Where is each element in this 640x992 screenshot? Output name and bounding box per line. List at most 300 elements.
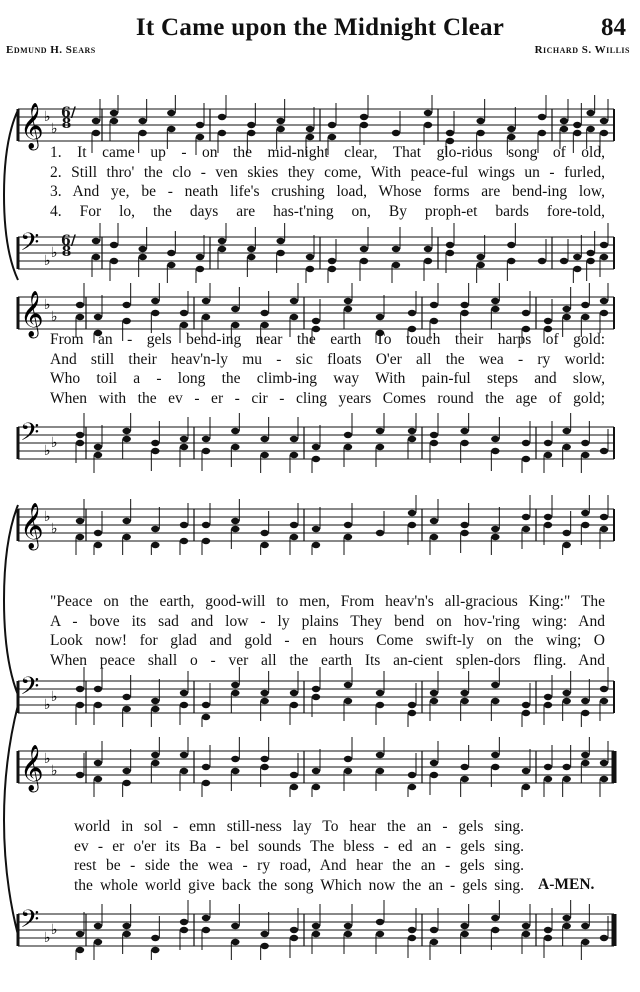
key-flat-icon: ♭ xyxy=(44,509,51,525)
note-head xyxy=(202,915,210,921)
note-head xyxy=(544,452,552,458)
note-head xyxy=(202,522,210,528)
bass-staff xyxy=(0,667,640,727)
note-head xyxy=(202,714,210,720)
note-head xyxy=(328,134,336,140)
note-head xyxy=(231,682,239,688)
note-head xyxy=(491,534,499,540)
note-head xyxy=(600,298,608,304)
note-head xyxy=(76,314,84,320)
note-head xyxy=(544,514,552,520)
note-head xyxy=(392,262,400,268)
key-flat-icon: ♭ xyxy=(44,751,51,767)
note-head xyxy=(491,698,499,704)
note-head xyxy=(581,923,589,929)
note-head xyxy=(430,939,438,945)
note-head xyxy=(600,130,608,136)
note-head xyxy=(376,702,384,708)
key-flat-icon: ♭ xyxy=(51,245,58,261)
note-head xyxy=(573,254,581,260)
note-head xyxy=(560,118,568,124)
note-head xyxy=(312,542,320,548)
key-flat-icon: ♭ xyxy=(51,689,58,705)
note-head xyxy=(544,522,552,528)
note-head xyxy=(231,444,239,450)
note-head xyxy=(600,310,608,316)
note-head xyxy=(94,776,102,782)
note-head xyxy=(94,444,102,450)
note-head xyxy=(408,436,416,442)
note-head xyxy=(167,126,175,132)
note-head xyxy=(507,134,515,140)
note-head xyxy=(586,110,594,116)
note-head xyxy=(122,923,130,929)
note-head xyxy=(180,690,188,696)
note-head xyxy=(202,764,210,770)
note-head xyxy=(430,302,438,308)
note-head xyxy=(430,698,438,704)
system-brace xyxy=(0,700,20,940)
note-head xyxy=(344,923,352,929)
lyric-line: Look now! for glad and gold - en hours Come swift-ly on the wing; O xyxy=(50,632,605,649)
note-head xyxy=(76,686,84,692)
hymn-number: 84 xyxy=(601,14,626,41)
system-brace xyxy=(0,100,20,290)
note-head xyxy=(218,130,226,136)
note-head xyxy=(180,927,188,933)
note-head xyxy=(94,452,102,458)
note-head xyxy=(460,931,468,937)
note-head xyxy=(312,686,320,692)
note-head xyxy=(122,302,130,308)
bass-clef-icon: 𝄢 xyxy=(20,228,40,263)
note-head xyxy=(290,522,298,528)
hymn-title: It Came upon the Midnight Clear xyxy=(135,14,505,41)
note-head xyxy=(600,254,608,260)
note-head xyxy=(430,690,438,696)
note-head xyxy=(122,518,130,524)
note-head xyxy=(522,310,530,316)
note-head xyxy=(290,298,298,304)
note-head xyxy=(196,122,204,128)
note-head xyxy=(522,456,530,462)
note-head xyxy=(522,768,530,774)
note-head xyxy=(151,752,159,758)
note-head xyxy=(430,927,438,933)
note-head xyxy=(260,542,268,548)
note-head xyxy=(522,923,530,929)
lyric-line: 4. For lo, the days are has-t'ning on, By proph-et bards fore-told, xyxy=(50,202,605,220)
note-head xyxy=(260,943,268,949)
note-head xyxy=(376,444,384,450)
note-head xyxy=(76,947,84,953)
note-head xyxy=(92,118,100,124)
note-head xyxy=(538,130,546,136)
note-head xyxy=(344,298,352,304)
note-head xyxy=(231,322,239,328)
note-head xyxy=(110,118,118,124)
note-head xyxy=(544,935,552,941)
note-head xyxy=(446,250,454,256)
note-head xyxy=(76,440,84,446)
note-head xyxy=(560,258,568,264)
note-head xyxy=(290,452,298,458)
note-head xyxy=(376,931,384,937)
note-head xyxy=(544,318,552,324)
note-head xyxy=(94,530,102,536)
key-flat-icon: ♭ xyxy=(44,930,51,946)
note-head xyxy=(344,444,352,450)
note-head xyxy=(151,440,159,446)
note-head xyxy=(581,314,589,320)
note-head xyxy=(202,436,210,442)
note-head xyxy=(247,254,255,260)
note-head xyxy=(180,310,188,316)
bass-clef-icon: 𝄢 xyxy=(20,418,40,453)
note-head xyxy=(202,702,210,708)
note-head xyxy=(247,130,255,136)
note-head xyxy=(344,931,352,937)
lyric-line: 1. It came up - on the mid-night clear, That glo-rious song of old, xyxy=(50,144,605,161)
note-head xyxy=(376,428,384,434)
note-head xyxy=(424,258,432,264)
note-head xyxy=(231,306,239,312)
note-head xyxy=(522,514,530,520)
note-head xyxy=(260,756,268,762)
note-head xyxy=(562,690,570,696)
key-flat-icon: ♭ xyxy=(44,297,51,313)
note-head xyxy=(491,448,499,454)
note-head xyxy=(430,440,438,446)
note-head xyxy=(562,306,570,312)
note-head xyxy=(491,436,499,442)
note-head xyxy=(312,318,320,324)
note-head xyxy=(376,768,384,774)
note-head xyxy=(290,772,298,778)
note-head xyxy=(122,436,130,442)
note-head xyxy=(151,947,159,953)
note-head xyxy=(573,130,581,136)
note-head xyxy=(344,432,352,438)
note-head xyxy=(122,768,130,774)
key-flat-icon: ♭ xyxy=(51,121,58,137)
note-head xyxy=(360,122,368,128)
note-head xyxy=(76,931,84,937)
note-head xyxy=(408,935,416,941)
treble-staff xyxy=(0,495,640,555)
note-head xyxy=(94,686,102,692)
note-head xyxy=(151,542,159,548)
key-flat-icon: ♭ xyxy=(44,443,51,459)
lyric-line: "Peace on the earth, good-will to men, From heav'n's all-gracious King:" The xyxy=(50,593,605,610)
note-head xyxy=(260,530,268,536)
note-head xyxy=(408,310,416,316)
note-head xyxy=(600,242,608,248)
lyric-line: 2. Still thro' the clo - ven skies they come, With peace-ful wings un - furled, xyxy=(50,163,605,181)
note-head xyxy=(586,126,594,132)
note-head xyxy=(306,126,314,132)
note-head xyxy=(94,939,102,945)
key-flat-icon: ♭ xyxy=(51,763,58,779)
note-head xyxy=(586,258,594,264)
note-head xyxy=(424,246,432,252)
note-head xyxy=(312,526,320,532)
lyric-line: When peace shall o - ver all the earth Its an-cient splen-dors fling. And xyxy=(50,651,605,669)
note-head xyxy=(218,114,226,120)
note-head xyxy=(581,939,589,945)
note-head xyxy=(306,254,314,260)
note-head xyxy=(231,756,239,762)
key-flat-icon: ♭ xyxy=(51,435,58,451)
note-head xyxy=(446,242,454,248)
note-head xyxy=(94,923,102,929)
note-head xyxy=(544,927,552,933)
note-head xyxy=(247,246,255,252)
note-head xyxy=(276,118,284,124)
note-head xyxy=(562,915,570,921)
bass-staff xyxy=(0,413,640,473)
note-head xyxy=(562,764,570,770)
note-head xyxy=(138,130,146,136)
treble-clef-icon: 𝄞 xyxy=(20,503,44,549)
note-head xyxy=(600,448,608,454)
note-head xyxy=(408,428,416,434)
note-head xyxy=(76,302,84,308)
note-head xyxy=(290,935,298,941)
note-head xyxy=(231,526,239,532)
note-head xyxy=(94,702,102,708)
note-head xyxy=(122,534,130,540)
note-head xyxy=(276,250,284,256)
note-head xyxy=(522,526,530,532)
note-head xyxy=(600,514,608,520)
note-head xyxy=(491,764,499,770)
note-head xyxy=(218,246,226,252)
note-head xyxy=(218,238,226,244)
note-head xyxy=(581,510,589,516)
note-head xyxy=(151,698,159,704)
note-head xyxy=(196,266,204,272)
note-head xyxy=(562,444,570,450)
bass-staff xyxy=(0,900,640,960)
note-head xyxy=(167,110,175,116)
note-head xyxy=(328,266,336,272)
note-head xyxy=(76,432,84,438)
note-head xyxy=(460,530,468,536)
note-head xyxy=(522,702,530,708)
note-head xyxy=(196,134,204,140)
note-head xyxy=(430,318,438,324)
note-head xyxy=(562,542,570,548)
note-head xyxy=(151,298,159,304)
treble-staff xyxy=(0,737,640,797)
note-head xyxy=(360,114,368,120)
note-head xyxy=(110,258,118,264)
note-head xyxy=(491,306,499,312)
lyric-line: 3. And ye, be - neath life's crushing load, Whose forms are bend-ing low, xyxy=(50,183,605,200)
note-head xyxy=(260,690,268,696)
note-head xyxy=(491,915,499,921)
note-head xyxy=(290,927,298,933)
note-head xyxy=(562,698,570,704)
note-head xyxy=(247,122,255,128)
note-head xyxy=(151,935,159,941)
note-head xyxy=(110,242,118,248)
lyrics-block xyxy=(50,330,605,408)
note-head xyxy=(110,110,118,116)
note-head xyxy=(180,444,188,450)
note-head xyxy=(92,130,100,136)
time-signature: 6/8 xyxy=(61,105,76,132)
lyric-line: ev - er o'er its Ba - bel sounds The bless - ed an - gels sing. xyxy=(74,837,524,855)
note-head xyxy=(180,522,188,528)
system-brace xyxy=(0,500,20,700)
key-flat-icon: ♭ xyxy=(44,697,51,713)
note-head xyxy=(581,452,589,458)
note-head xyxy=(360,246,368,252)
note-head xyxy=(544,702,552,708)
note-head xyxy=(460,923,468,929)
note-head xyxy=(344,534,352,540)
note-head xyxy=(600,686,608,692)
note-head xyxy=(231,768,239,774)
lyric-line: From an - gels bend-ing near the earth To touch their harps of gold: xyxy=(50,331,605,348)
note-head xyxy=(430,518,438,524)
note-head xyxy=(344,756,352,762)
note-head xyxy=(328,258,336,264)
note-head xyxy=(202,448,210,454)
note-head xyxy=(560,126,568,132)
lyric-line: rest be - side the wea - ry road, And hear the an - gels sing. xyxy=(74,857,524,874)
note-head xyxy=(460,310,468,316)
note-head xyxy=(312,444,320,450)
note-head xyxy=(460,764,468,770)
note-head xyxy=(360,258,368,264)
note-head xyxy=(600,760,608,766)
note-head xyxy=(196,254,204,260)
note-head xyxy=(151,310,159,316)
note-head xyxy=(430,772,438,778)
note-head xyxy=(167,250,175,256)
note-head xyxy=(544,694,552,700)
note-head xyxy=(476,262,484,268)
note-head xyxy=(122,428,130,434)
note-head xyxy=(94,314,102,320)
note-head xyxy=(460,690,468,696)
note-head xyxy=(491,526,499,532)
note-head xyxy=(562,428,570,434)
note-head xyxy=(306,266,314,272)
bass-staff xyxy=(0,223,640,283)
lyric-line: world in sol - emn still-ness lay To hear the an - gels sing. xyxy=(74,818,524,835)
note-head xyxy=(202,314,210,320)
note-head xyxy=(573,122,581,128)
lyric-line: When with the ev - er - cir - cling years Comes round the age of gold; xyxy=(50,389,605,407)
lyric-line: A - bove its sad and low - ly plains They bend on hov-'ring wing: And xyxy=(50,612,605,630)
note-head xyxy=(122,318,130,324)
note-head xyxy=(122,706,130,712)
note-head xyxy=(460,776,468,782)
key-flat-icon: ♭ xyxy=(51,521,58,537)
note-head xyxy=(312,923,320,929)
note-head xyxy=(202,927,210,933)
note-head xyxy=(180,768,188,774)
note-head xyxy=(491,752,499,758)
note-head xyxy=(476,118,484,124)
note-head xyxy=(600,698,608,704)
note-head xyxy=(544,764,552,770)
note-head xyxy=(491,682,499,688)
note-head xyxy=(507,242,515,248)
note-head xyxy=(344,522,352,528)
note-head xyxy=(538,258,546,264)
note-head xyxy=(290,784,298,790)
note-head xyxy=(392,246,400,252)
note-head xyxy=(562,776,570,782)
note-head xyxy=(180,436,188,442)
note-head xyxy=(180,702,188,708)
note-head xyxy=(94,760,102,766)
note-head xyxy=(424,110,432,116)
note-head xyxy=(600,776,608,782)
note-head xyxy=(151,760,159,766)
key-flat-icon: ♭ xyxy=(44,109,51,125)
note-head xyxy=(180,752,188,758)
note-head xyxy=(290,690,298,696)
note-head xyxy=(290,702,298,708)
note-head xyxy=(460,440,468,446)
note-head xyxy=(600,935,608,941)
lyric-line: And still their heav'n-ly mu - sic floats O'er all the wea - ry world: xyxy=(50,350,605,368)
note-head xyxy=(408,772,416,778)
amen-label: A-MEN. xyxy=(538,876,595,893)
note-head xyxy=(167,262,175,268)
treble-clef-icon: 𝄞 xyxy=(20,291,44,337)
note-head xyxy=(544,776,552,782)
note-head xyxy=(312,784,320,790)
note-head xyxy=(460,522,468,528)
note-head xyxy=(138,118,146,124)
note-head xyxy=(476,254,484,260)
note-head xyxy=(290,314,298,320)
note-head xyxy=(600,118,608,124)
note-head xyxy=(344,768,352,774)
note-head xyxy=(344,698,352,704)
note-head xyxy=(581,710,589,716)
note-head xyxy=(151,448,159,454)
note-head xyxy=(376,752,384,758)
note-head xyxy=(344,306,352,312)
treble-clef-icon: 𝄞 xyxy=(20,103,44,149)
treble-clef-icon: 𝄞 xyxy=(20,745,44,791)
note-head xyxy=(290,534,298,540)
note-head xyxy=(522,784,530,790)
note-head xyxy=(151,526,159,532)
note-head xyxy=(138,246,146,252)
note-head xyxy=(180,538,188,544)
note-head xyxy=(522,710,530,716)
note-head xyxy=(312,694,320,700)
note-head xyxy=(260,764,268,770)
note-head xyxy=(122,931,130,937)
note-head xyxy=(122,694,130,700)
composer-credit: Richard S. Willis xyxy=(534,44,630,56)
note-head xyxy=(260,698,268,704)
note-head xyxy=(446,130,454,136)
lyrics-block xyxy=(74,817,524,895)
note-head xyxy=(180,322,188,328)
time-signature: 6/8 xyxy=(61,233,76,260)
